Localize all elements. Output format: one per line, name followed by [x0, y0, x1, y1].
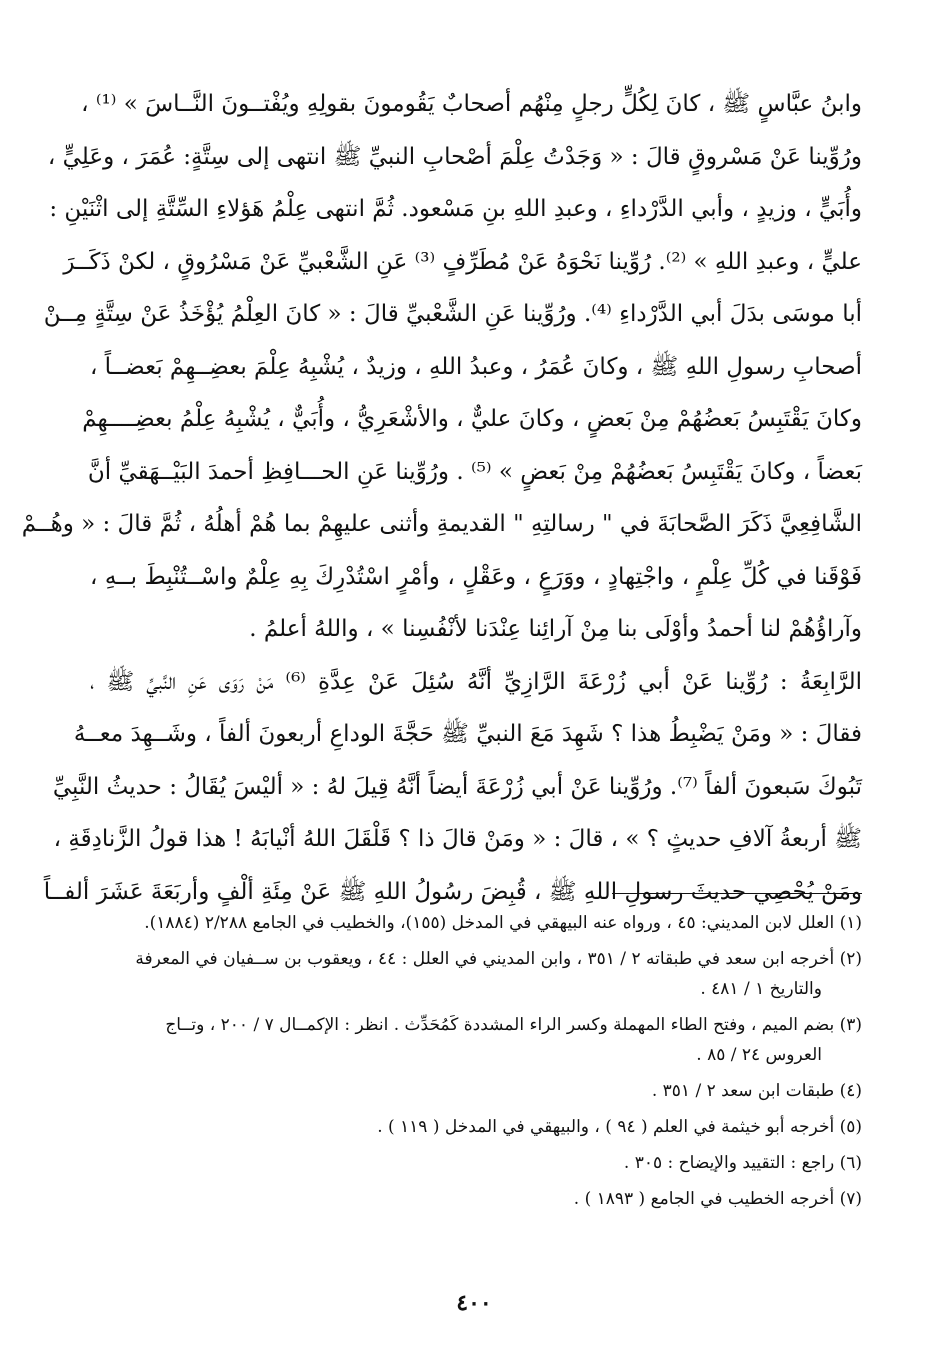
footnote-3 [90, 1010, 862, 1070]
body-line: وآراؤُهُمْ لنا أحمدُ وأوْلَى بنا مِنْ آرائِنا عِنْدَنا لأنْفُسِنا » ، واللهُ أعلمُ . [249, 616, 862, 642]
body-line: أصحابِ رسولِ اللهِ ﷺ ، وكانَ عُمَرُ ، وعبدُ اللهِ ، وزيدٌ ، يُشْبِهُ عِلْمَ بعضِــهِمْ بَعضــاً ، [89, 353, 862, 380]
body-line: ﷺ أربعةُ آلافِ حديثٍ ؟ » ، قالَ : « ومَنْ قالَ ذا ؟ قَلْقَلَ اللهُ أنْيابَهُ ! هذا قولُ الزَّنادِقَةِ ، [53, 826, 862, 852]
footnote-4 [90, 1076, 862, 1106]
footnote-2 [90, 944, 862, 1004]
body-line: وابنُ عبَّاسٍ ﷺ ، كانَ لِكُلٍّ رجلٍ مِنْهُم أصحابٌ يَقُومونَ بقولِهِ ويُفْتــونَ النَّــاسَ » ⁽¹⁾ ، [81, 91, 862, 117]
footnote-line: (٧) أخرجه الخطيب في الجامع ( ١٨٩٣ ) . [573, 1189, 862, 1209]
footnote-5 [90, 1112, 862, 1142]
body-line: ورُوِّينا عَنْ مَسْروقٍ قالَ : « وَجَدْتُ عِلْمَ أصْحابِ النبيِّ ﷺ انتهى إلى سِتَّةٍ: عُمَرَ ، وعَلِيٍّ ، [47, 143, 862, 170]
footnote-line: (٤) طبقات ابن سعد ٢ / ٣٥١ . [651, 1081, 862, 1101]
body-line: عليٍّ ، وعبدِ اللهِ » ⁽²⁾. رُوِّينا نَحْوَهُ عَنْ مُطَرِّفٍ ⁽³⁾ عَنِ الشَّعْبيِّ عَنْ مَسْرُوقٍ ، لكنْ ذَكَــرَ [63, 248, 862, 275]
body-line: فقالَ : « ومَنْ يَضْبِطُ هذا ؟ شَهِدَ مَعَ النبيِّ ﷺ حَجَّةَ الوداعِ أربعونَ ألفاً ، وشَــهِدَ معــهُ [73, 721, 862, 747]
footnote-continuation: والتاريخ ١ / ٤٨١ . [700, 979, 822, 999]
footnote-6 [90, 1148, 862, 1178]
body-line: بَعضاً ، وكانَ يَقْتَبِسُ بَعضُهُمْ مِنْ بَعضٍ » ⁽⁵⁾ . ورُوِّينا عَنِ الحـــافِظِ أحمدَ البَيْــهَقيِّ أنَّ [87, 458, 862, 485]
footnote-line: (٢) أخرجه ابن سعد في طبقاته ٢ / ٣٥١ ، وابن المديني في العلل : ٤٤ ، ويعقوب بن ســفيان في المعرفة [135, 949, 862, 969]
footnotes [90, 908, 862, 1214]
footnote-7 [90, 1184, 862, 1214]
footnote-separator [612, 893, 862, 894]
body-line: الشَّافِعِيَّ ذَكَرَ الصَّحابَةَ في " رسالتِهِ " القديمةِ وأثنى عليهِمْ بما هُمْ أهلُهُ ، ثُمَّ قالَ : « وهُــمْ [21, 511, 862, 537]
body-line: تَبُوكَ سَبعونَ ألفاً ⁽⁷⁾. ورُوِّينا عَنْ أبي زُرْعَةَ أيضاً أنَّهُ قِيلَ لهُ : « أليْسَ يُقَالُ : حديثُ النَّبِيِّ [52, 773, 862, 800]
body-line: ومَنْ يُحْصِي حديثَ رسولِ اللهِ ﷺ ، قُبِضَ رسُولُ اللهِ ﷺ عَنْ مِئَةِ ألْفٍ وأربَعَةَ عَشَرَ ألفــاً [43, 878, 862, 905]
footnote-line: (٦) راجع : التقييد والإيضاح : ٣٠٥ . [623, 1153, 862, 1173]
footnote-line: (٣) بضم الميم ، وفتح الطاء المهملة وكسر الراء المشددة كَمُحَدِّث . انظر : الإكمــال ٧ / ٢٠٠ ، وتــاج [165, 1015, 862, 1035]
footnote-1 [90, 908, 862, 938]
body-line: فَوْقَنا في كُلِّ عِلْمٍ ، واجْتِهادٍ ، ووَرَعٍ ، وعَقْلٍ ، وأمْرٍ اسْتُدْرِكَ بِهِ عِلْمٌ واسْــتُنْبِطَ بــهِ ، [90, 563, 862, 590]
footnote-line: (٥) أخرجه أبو خيثمة في العلم ( ٩٤ ) ، والبيهقي في المدخل ( ١١٩ ) . [377, 1117, 862, 1137]
page-number: ٤٠٠ [456, 1290, 492, 1316]
footnote-continuation: العروس ٢٤ / ٨٥ . [696, 1045, 822, 1065]
body-line: وأُبَيٍّ ، وزيدٍ ، وأبي الدَّرْداءِ ، وعبدِ اللهِ بنِ مَسْعود. ثُمَّ انتهى عِلْمُ هَؤلاءِ السِّتَّةِ إلى اثْنَيْنِ : [49, 196, 862, 222]
body-line: الرَّابِعَةُ : رُوِّينا عَنْ أبي زُرْعَةَ الرَّازِيِّ أنَّهُ سُئِلَ عَنْ عِدَّةِ ⁽⁶⁾ مَنْ رَوَى عَنِ النَّبيِّ ﷺ ، [90, 668, 862, 695]
body-line: وكانَ يَقْتَبِسُ بَعضُهُمْ مِنْ بَعضٍ ، وكانَ عليٌّ ، والأشْعَرِيُّ ، وأُبَيٌّ ، يُشْبِهُ عِلْمُ بعضِــــهِمْ [82, 406, 862, 432]
body-line: أبا موسَى بدَلَ أبي الدَّرْداءِ ⁽⁴⁾. ورُوِّينا عَنِ الشَّعْبيِّ قالَ : « كانَ العِلْمُ يُؤْخَذُ عَنْ سِتَّةٍ مِــنْ [43, 301, 862, 327]
footnote-line: (١) العلل لابن المديني: ٤٥ ، ورواه عنه البيهقي في المدخل (١٥٥)، والخطيب في الجامع ٢/٢٨٨ (١٨٨٤). [144, 913, 862, 933]
main-text [21, 78, 862, 918]
